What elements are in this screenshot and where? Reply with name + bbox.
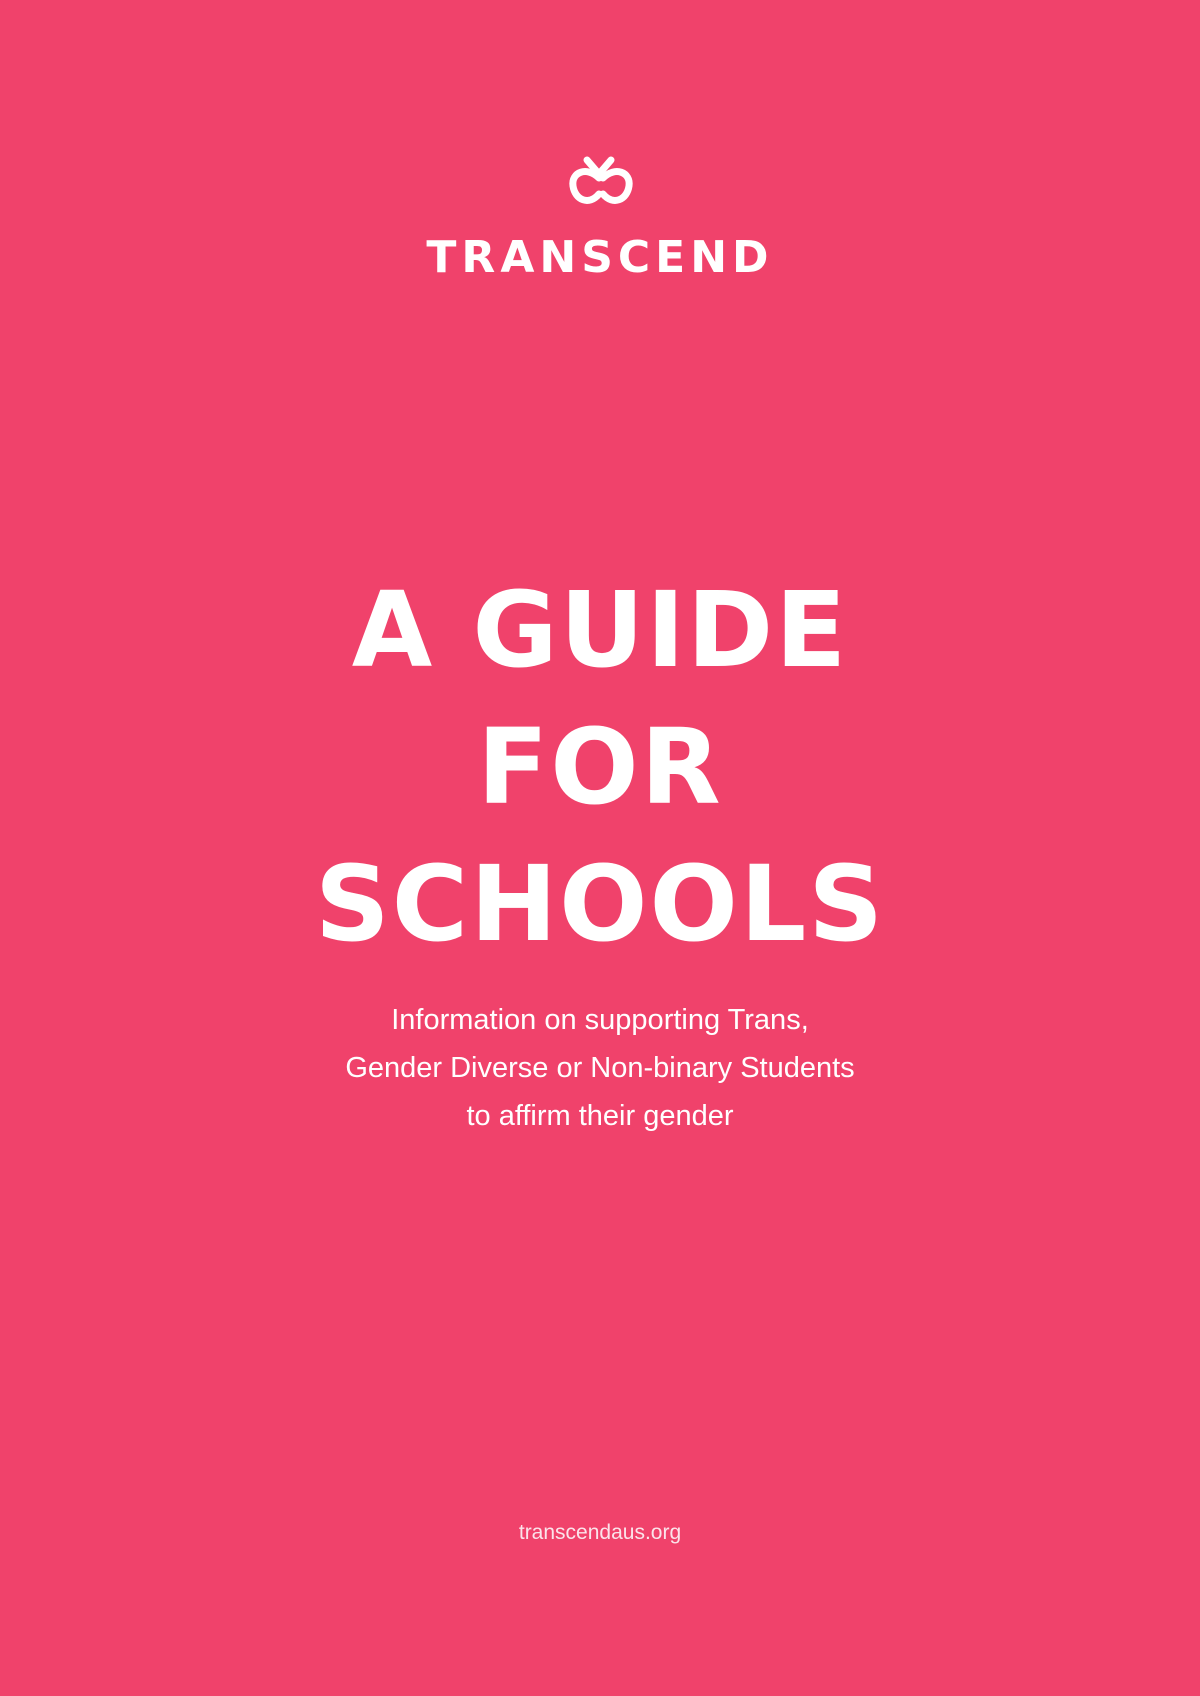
website-link[interactable]: transcendaus.org xyxy=(518,1521,682,1544)
butterfly-icon xyxy=(565,156,637,216)
cover-subtitle xyxy=(0,996,1200,1140)
subtitle-line-3: to affirm their gender xyxy=(466,1100,734,1132)
title-line-2: FOR xyxy=(477,706,723,828)
subtitle-line-2: Gender Diverse or Non-binary Students xyxy=(345,1052,855,1084)
cover-title xyxy=(0,562,1200,973)
title-line-1: A GUIDE xyxy=(351,569,849,691)
subtitle-line-1: Information on supporting Trans, xyxy=(391,1004,809,1036)
brand-name: TRANSCEND xyxy=(426,232,774,283)
title-line-3: SCHOOLS xyxy=(314,843,886,965)
